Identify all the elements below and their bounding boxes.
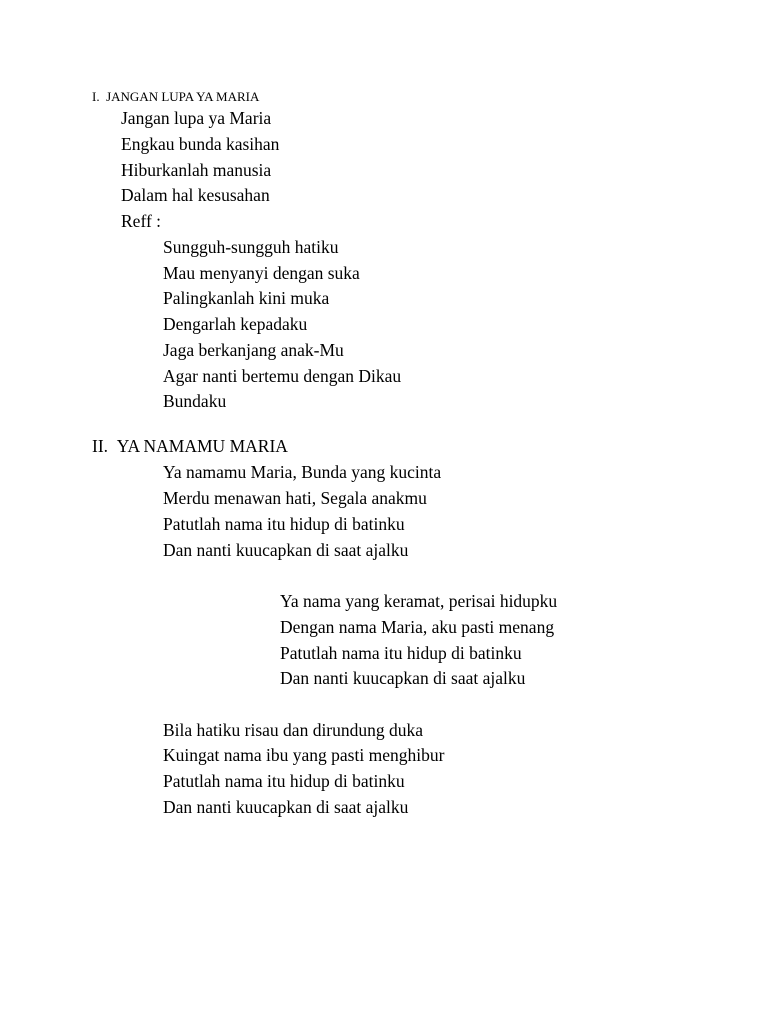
section-1-title: JANGAN LUPA YA MARIA — [106, 89, 260, 104]
reff-line: Palingkanlah kini muka — [163, 288, 330, 308]
stanza-3-line: Patutlah nama itu hidup di batinku — [163, 771, 405, 791]
reff-line: Agar nanti bertemu dengan Dikau — [163, 366, 402, 386]
stanza-2-line: Dan nanti kuucapkan di saat ajalku — [280, 668, 526, 688]
verse-line: Dalam hal kesusahan — [121, 185, 270, 205]
section-1-number: I. — [92, 89, 100, 104]
reff-line: Sungguh-sungguh hatiku — [163, 237, 339, 257]
stanza-3-line: Dan nanti kuucapkan di saat ajalku — [163, 797, 409, 817]
section-1-heading — [92, 89, 259, 105]
reff-label: Reff : — [121, 211, 162, 231]
stanza-2-line: Dengan nama Maria, aku pasti menang — [280, 617, 555, 637]
verse-line: Jangan lupa ya Maria — [121, 108, 272, 128]
stanza-2-line: Patutlah nama itu hidup di batinku — [280, 643, 522, 663]
reff-line: Bundaku — [163, 391, 227, 411]
section-2-title: YA NAMAMU MARIA — [116, 436, 288, 456]
stanza-3-line: Bila hatiku risau dan dirundung duka — [163, 720, 424, 740]
section-2-number: II. — [92, 436, 109, 456]
reff-line: Jaga berkanjang anak-Mu — [163, 340, 344, 360]
stanza-1-line: Merdu menawan hati, Segala anakmu — [163, 488, 427, 508]
stanza-1-line: Ya namamu Maria, Bunda yang kucinta — [163, 462, 442, 482]
stanza-1-line: Patutlah nama itu hidup di batinku — [163, 514, 405, 534]
stanza-3-line: Kuingat nama ibu yang pasti menghibur — [163, 745, 445, 765]
verse-line: Engkau bunda kasihan — [121, 134, 280, 154]
reff-line: Mau menyanyi dengan suka — [163, 263, 360, 283]
section-2-heading — [92, 436, 288, 456]
reff-line: Dengarlah kepadaku — [163, 314, 308, 334]
stanza-2-line: Ya nama yang keramat, perisai hidupku — [280, 591, 558, 611]
verse-line: Hiburkanlah manusia — [121, 160, 272, 180]
stanza-1-line: Dan nanti kuucapkan di saat ajalku — [163, 540, 409, 560]
